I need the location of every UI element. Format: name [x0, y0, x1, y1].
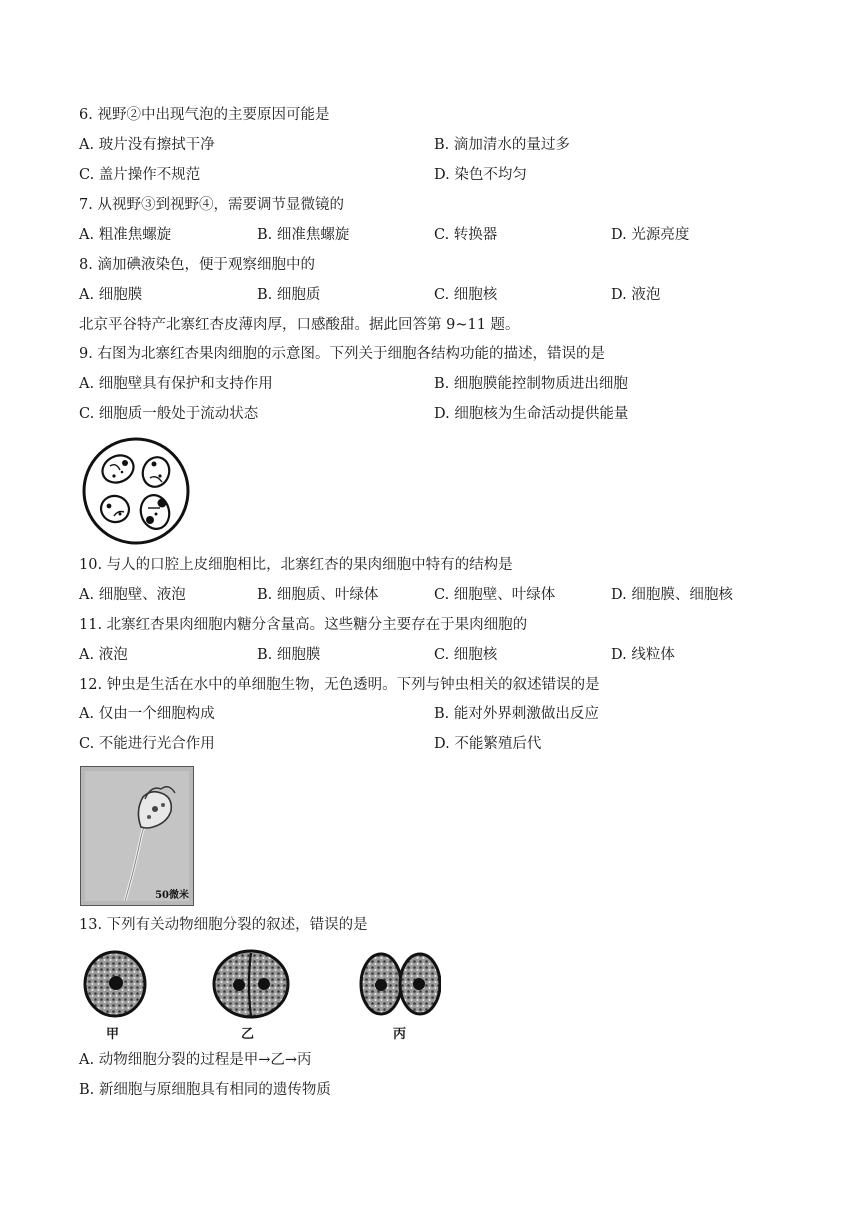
- q10-option-b: B. 细胞质、叶绿体: [257, 587, 379, 603]
- q13-option-a: A. 动物细胞分裂的过程是甲→乙→丙: [79, 1052, 312, 1068]
- scale-label: 50微米: [155, 890, 189, 901]
- q6-option-b: B. 滴加清水的量过多: [434, 137, 570, 153]
- q9-option-b: B. 细胞膜能控制物质进出细胞: [434, 376, 628, 392]
- q9-option-d: D. 细胞核为生命活动提供能量: [434, 406, 629, 422]
- q11-option-c: C. 细胞核: [434, 647, 498, 663]
- q7-option-b: B. 细准焦螺旋: [257, 227, 350, 243]
- question-9-stem: 9. 右图为北寨红杏果肉细胞的示意图。下列关于细胞各结构功能的描述，错误的是: [79, 346, 605, 362]
- figure-label-bing: 丙: [393, 1027, 407, 1042]
- question-12-stem: 12. 钟虫是生活在水中的单细胞生物，无色透明。下列与钟虫相关的叙述错误的是: [79, 677, 600, 693]
- q10-option-a: A. 细胞壁、液泡: [79, 587, 186, 603]
- q7-option-d: D. 光源亮度: [611, 227, 690, 243]
- q6-option-d: D. 染色不均匀: [434, 167, 527, 183]
- q11-option-a: A. 液泡: [79, 647, 128, 663]
- q8-option-d: D. 液泡: [611, 287, 661, 303]
- q12-option-a: A. 仅由一个细胞构成: [79, 706, 215, 722]
- q13-option-b: B. 新细胞与原细胞具有相同的遗传物质: [79, 1082, 331, 1098]
- q8-option-a: A. 细胞膜: [79, 287, 143, 303]
- cell-figure-jia: [82, 950, 148, 1018]
- question-10-stem: 10. 与人的口腔上皮细胞相比，北寨红杏的果肉细胞中特有的结构是: [79, 557, 513, 573]
- cell-figure-bing: [359, 948, 441, 1020]
- q12-option-d: D. 不能繁殖后代: [434, 736, 542, 752]
- q11-option-b: B. 细胞膜: [257, 647, 321, 663]
- q6-option-c: C. 盖片操作不规范: [79, 167, 201, 183]
- q8-option-b: B. 细胞质: [257, 287, 321, 303]
- q8-option-c: C. 细胞核: [434, 287, 498, 303]
- apricot-cell-diagram: [80, 436, 192, 546]
- q7-option-a: A. 粗准焦螺旋: [79, 227, 172, 243]
- question-7-stem: 7. 从视野③到视野④，需要调节显微镜的: [79, 197, 344, 213]
- question-6-stem: 6. 视野②中出现气泡的主要原因可能是: [79, 107, 330, 123]
- question-11-stem: 11. 北寨红杏果肉细胞内糖分含量高。这些糖分主要存在于果肉细胞的: [79, 617, 528, 633]
- q10-option-d: D. 细胞膜、细胞核: [611, 587, 733, 603]
- q10-option-c: C. 细胞壁、叶绿体: [434, 587, 556, 603]
- cell-figure-yi: [211, 948, 291, 1020]
- question-8-stem: 8. 滴加碘液染色，便于观察细胞中的: [79, 257, 315, 273]
- q6-option-a: A. 玻片没有擦拭干净: [79, 137, 215, 153]
- q9-option-c: C. 细胞质一般处于流动状态: [79, 406, 259, 422]
- q7-option-c: C. 转换器: [434, 227, 498, 243]
- figure-label-jia: 甲: [106, 1027, 120, 1042]
- q9-option-a: A. 细胞壁具有保护和支持作用: [79, 376, 273, 392]
- q12-option-b: B. 能对外界刺激做出反应: [434, 706, 599, 722]
- figure-label-yi: 乙: [241, 1027, 255, 1042]
- question-13-stem: 13. 下列有关动物细胞分裂的叙述，错误的是: [79, 917, 368, 933]
- section-intro: 北京平谷特产北寨红杏皮薄肉厚，口感酸甜。据此回答第 9~11 题。: [79, 317, 520, 333]
- q11-option-d: D. 线粒体: [611, 647, 675, 663]
- vorticella-photo: [80, 766, 194, 906]
- q12-option-c: C. 不能进行光合作用: [79, 736, 215, 752]
